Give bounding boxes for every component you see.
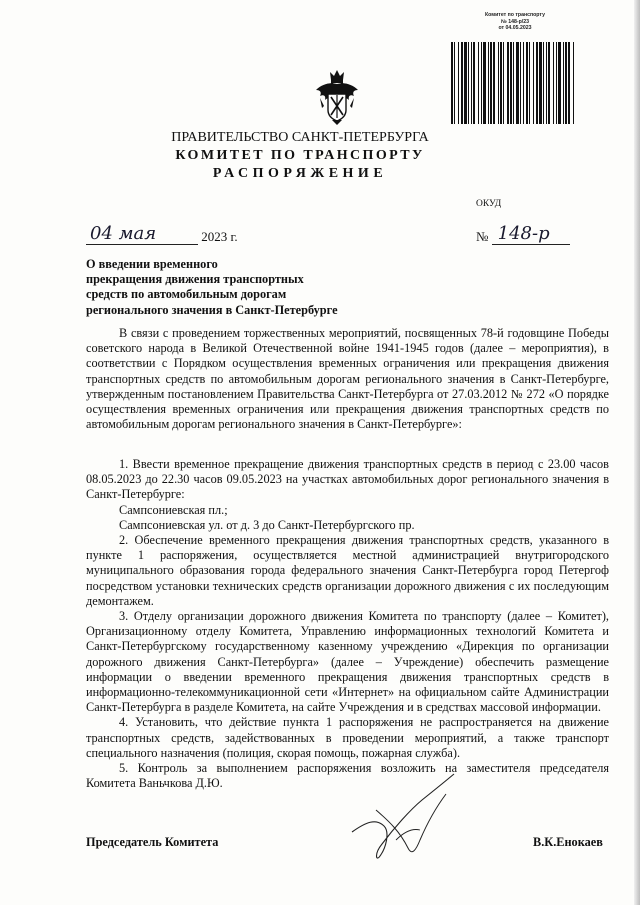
st-petersburg-coat-of-arms-icon [312, 68, 362, 126]
page-edge-shadow [634, 0, 640, 905]
clause-3: 3. Отделу организации дорожного движения Комитета по транспорту (далее – Комитет), Организационному отделу Комитета, Управлению информационных технологий Комитета и Санкт-Петербургскому государственному казенному учреждению «Дирекция по организации дорожного движения Санкт-Петербурга» (далее – Учреждение) обеспечить размещение информации о введении временного прекращения движения транспортных средств в информационно-телекоммуникационной сети «Интернет» на официальном сайте Администрации Санкт-Петербурга в разделе Комитета, на сайте Учреждения и в средствах массовой информации. [86, 609, 609, 715]
document-title [86, 257, 338, 318]
date-handwritten: 04 мая [90, 223, 157, 244]
order-clauses [86, 457, 609, 791]
clause-4: 4. Установить, что действие пункта 1 распоряжения не распространяется на движение транспортных средств, задействованных в проведении мероприятий, а также транспорт специального назначения (полиция, скорая помощь, пожарная служба). [86, 715, 609, 760]
number-label: № [476, 229, 489, 244]
title-line: регионального значения в Санкт-Петербурге [86, 302, 338, 317]
clause-1-item-1: Сампсониевская пл.; [119, 502, 228, 517]
document-number [476, 223, 570, 245]
document-type: РАСПОРЯЖЕНИЕ [212, 166, 388, 181]
clause-2: 2. Обеспечение временного прекращения движения транспортных средств, указанного в пункте 1 распоряжения, осуществляется местной администрацией внутригородского муниципального образования города федерального значения Санкт-Петербурга город Петергоф посредством установки технических средств организации дорожного движения с их последующим демонтажем. [86, 533, 609, 608]
date-blank [86, 223, 198, 245]
government-name: ПРАВИТЕЛЬСТВО САНКТ-ПЕТЕРБУРГА [171, 130, 429, 145]
signatory-name: В.К.Енокаев [533, 835, 603, 849]
number-blank [492, 223, 570, 245]
preamble-paragraph: В связи с проведением торжественных мероприятий, посвященных 78-й годовщине Победы советского народа в Великой Отечественной войне 1941-1945 годов (далее – мероприятия), в соответствии с Порядком осуществления временных ограничения или прекращения движения транспортных средств по автомобильным дорогам регионального значения в Санкт-Петербурге, утвержденным постановлением Правительства Санкт-Петербурга от 27.03.2012 № 272 «О порядке осуществления временных ограничения или прекращения движения транспортных средств по автомобильным дорогам регионального значения в Санкт-Петербурге»: [86, 326, 609, 432]
signature-icon [346, 770, 458, 870]
title-line: О введении временного [86, 257, 218, 271]
clause-1-item-2: Сампсониевская ул. от д. 3 до Санкт-Петербургского пр. [119, 517, 415, 532]
title-line: прекращения движения транспортных [86, 272, 304, 287]
preamble [86, 326, 609, 432]
okud-label: ОКУД [476, 199, 502, 209]
committee-name: КОМИТЕТ ПО ТРАНСПОРТУ [175, 148, 425, 163]
document-date [86, 223, 238, 245]
barcode-icon [451, 42, 575, 124]
clause-5: 5. Контроль за выполнением распоряжения возложить на заместителя председателя Комитета Ваньчкова Д.Ю. [86, 761, 609, 791]
stamp-line-1: Комитет по транспорту [485, 12, 545, 18]
number-handwritten: 148-р [497, 223, 550, 244]
stamp-line-3: от 04.05.2023 [498, 25, 532, 31]
title-line: средств по автомобильным дорогам [86, 287, 287, 302]
stamp-line-2: № 148-р/23 [501, 18, 529, 25]
date-year: 2023 г. [201, 229, 238, 244]
registration-stamp [458, 12, 572, 32]
clause-1: 1. Ввести временное прекращение движения транспортных средств в период с 23.00 часов 08.05.2023 до 22.30 часов 09.05.2023 на участках автомобильных дорог регионального значения в Санкт-Петербурге: [86, 457, 609, 502]
signatory-position: Председатель Комитета [86, 835, 219, 849]
